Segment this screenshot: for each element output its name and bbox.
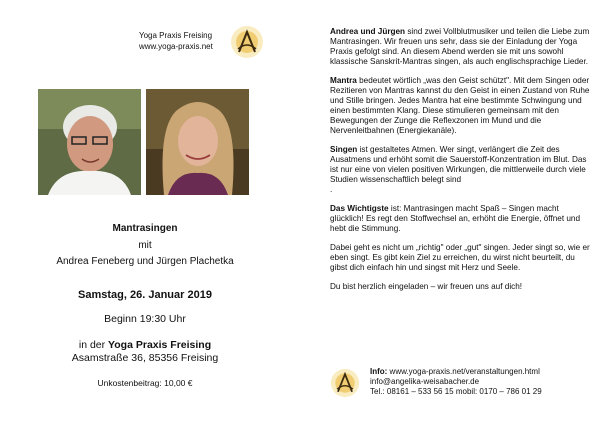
paragraph-invitation: Du bist herzlich eingeladen – wir freuen uns auf dich! (330, 282, 523, 291)
event-place-name: Yoga Praxis Freising (108, 339, 212, 351)
contact-info (370, 367, 542, 397)
contact-web-line (370, 367, 542, 377)
org-name: Yoga Praxis Freising (139, 31, 213, 40)
paragraph-mantra (330, 76, 592, 136)
org-website: www.yoga-praxis.net (139, 42, 213, 51)
event-title: Mantrasingen (112, 223, 178, 234)
event-date: Samstag, 26. Januar 2019 (78, 289, 212, 301)
event-place (0, 339, 290, 351)
contact-url-link[interactable]: www.yoga-praxis.net/veranstaltungen.html (387, 367, 540, 376)
paragraph-singing-dot: . (330, 185, 333, 194)
portrait-photo-juergen (38, 89, 141, 195)
event-fee: Unkostenbeitrag: 10,00 € (97, 378, 193, 388)
event-address: Asamstraße 36, 85356 Freising (71, 352, 219, 364)
event-time: Beginn 19:30 Uhr (104, 313, 186, 325)
paragraph-singing (330, 145, 592, 195)
paragraph-singing-bold: Singen (330, 145, 358, 154)
event-performers: Andrea Feneberg und Jürgen Plachetka (56, 256, 234, 267)
paragraph-singing-text: ist gestaltetes Atmen. Wer singt, verlängert die Zeit des Ausatmens und erhöht somit die Sauerstoff-Konzentration im Blut. Das ist nur eine von vielen positiven Wirkungen, die mittlerweile durch viele Studien wissenschaftlich belegt sind (330, 145, 587, 184)
paragraph-artists (330, 27, 592, 67)
yoga-praxis-logo-small-icon (330, 368, 360, 398)
paragraph-important (330, 204, 592, 234)
contact-email-link[interactable]: info@angelika-weisabacher.de (370, 377, 480, 386)
paragraph-important-text: ist: Mantrasingen macht Spaß – Singen macht glücklich! Es regt den Stoffwechsel an, erhöht die Energie, öffnet und hebt die Stimmung. (330, 204, 581, 233)
contact-label: Info: (370, 367, 388, 376)
paragraph-artists-bold: Andrea und Jürgen (330, 27, 406, 36)
paragraph-mantra-bold: Mantra (330, 76, 357, 85)
contact-phone: Tel.: 08161 – 533 56 15 mobil: 0170 – 786 01 29 (370, 387, 542, 396)
yoga-praxis-logo-icon (230, 25, 264, 59)
event-place-prefix: in der (78, 339, 109, 351)
paragraph-mantra-text: bedeutet wörtlich „was den Geist schützt". Mit dem Singen oder Rezitieren von Mantras kannst du den Geist in einen Zustand von Ruhe und Stille bringen. Jedes Mantra hat eine bestimmte Schwingung und einen bestimmten Klang. Diese stimulieren gemeinsam mit den Bewegungen der Zunge die Reflexzonen im Mund und die Nervenleitbahnen (Energiekanäle). (330, 76, 590, 135)
portrait-photo-andrea (146, 89, 249, 195)
description-text (330, 27, 592, 301)
paragraph-approach: Dabei geht es nicht um „richtig" oder „gut" singen. Jeder singt so, wie er eben singt. Es gibt kein Ziel zu erreichen, du wirst nicht beurteilt, du gibst dich einfach hin und singst mit Herz und Seele. (330, 243, 590, 272)
event-with: mit (138, 240, 152, 251)
paragraph-artists-text: sind zwei Vollblutmusiker und teilen die Liebe zum Mantrasingen. Wir freuen uns sehr, dass sie der Einladung der Yoga Praxis gefolgt sind. An diesem Abend werden sie mit uns sowohl klassische Sanskrit-Mantras singen, als auch englischsprachige Lieder. (330, 27, 590, 66)
paragraph-important-bold: Das Wichtigste (330, 204, 389, 213)
